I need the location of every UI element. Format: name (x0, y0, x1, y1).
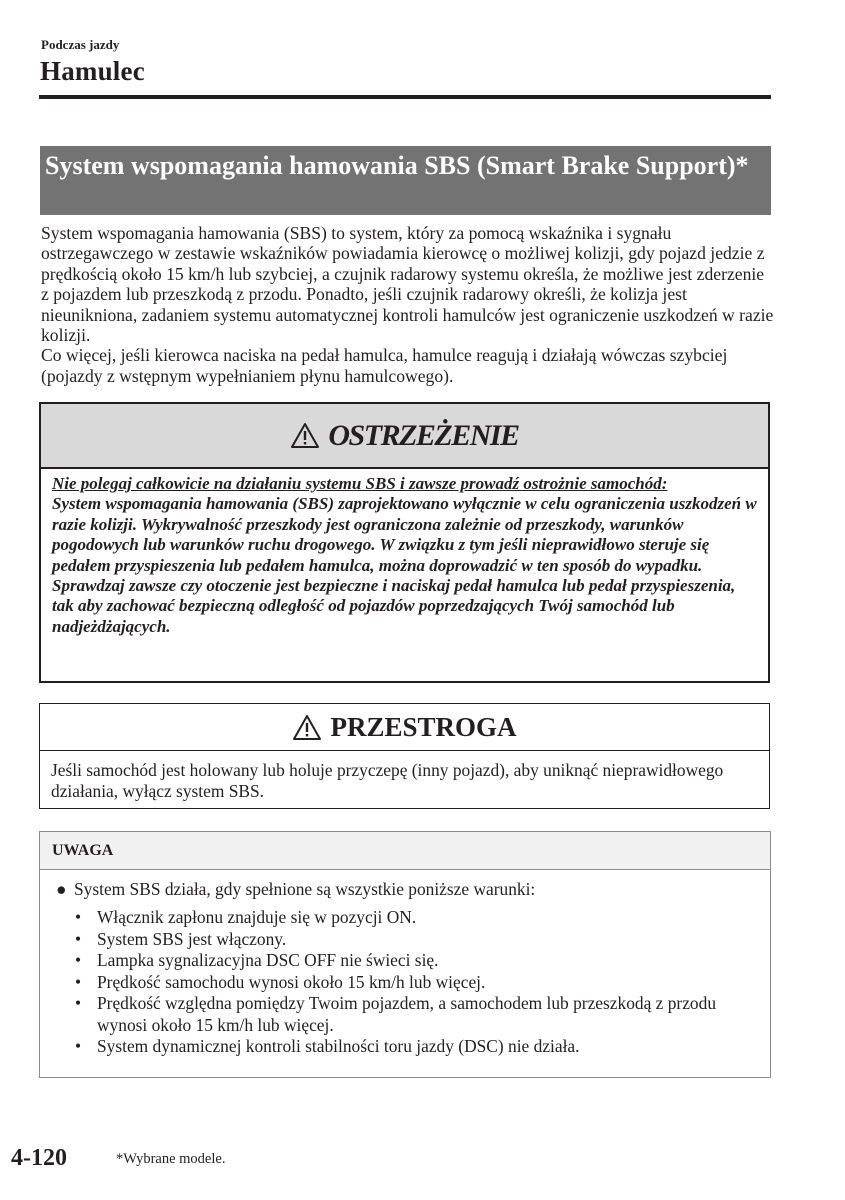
warning-triangle-icon (292, 714, 322, 741)
caution-text: Jeśli samochód jest holowany lub holuje przyczepę (inny pojazd), aby uniknąć nieprawidłowego działania, wyłącz system SBS. (51, 760, 724, 801)
warning-text: System wspomagania hamowania (SBS) zaprojektowano wyłącznie w celu ograniczenia uszkodzeń w razie kolizji. Wykrywalność przeszkody jest ograniczona zależnie od przeszkody, warunków pogodowych lub warunków ruchu drogowego. W związku z tym jeśli nieprawidłowo steruje się pedałem przyspieszenia lub pedałem hamulca, można doprowadzić w ten sposób do wypadku. Sprawdzaj zawsze czy otoczenie jest bezpieczne i naciskaj pedał hamulca lub pedał przyspieszenia, tak aby zachować bezpieczną odległość od pojazdów poprzedzających Twój samochód lub nadjeżdżających. (52, 494, 757, 636)
note-title: UWAGA (40, 832, 770, 870)
footnote: *Wybrane modele. (116, 1151, 226, 1167)
condition-text: System SBS jest włączony. (97, 928, 287, 949)
list-item (40, 972, 770, 994)
condition-text: Prędkość samochodu wynosi około 15 km/h lub więcej. (97, 971, 486, 992)
list-item (40, 907, 770, 929)
warning-box (39, 402, 770, 683)
warning-body (41, 469, 768, 637)
running-head: Podczas jazdy (41, 37, 120, 52)
intro-paragraph-2: Co więcej, jeśli kierowca naciska na pedał hamulca, hamulce reagują i działają wówczas szybciej (pojazdy z wstępnym wypełnianiem płynu hamulcowego). (41, 345, 728, 386)
section-title: System wspomagania hamowania SBS (Smart Brake Support)* (45, 151, 749, 180)
bullet-icon: • (75, 950, 82, 970)
condition-text: System dynamicznej kontroli stabilności toru jazdy (DSC) nie działa. (97, 1036, 580, 1056)
note-box (39, 831, 771, 1078)
bullet-icon: • (75, 1036, 82, 1056)
caution-header (40, 704, 769, 751)
bullet-icon: • (75, 971, 82, 992)
section-title-bar (40, 146, 771, 215)
condition-text: Włącznik zapłonu znajduje się w pozycji ON. (97, 907, 417, 927)
list-item (40, 950, 770, 972)
bullet-icon: • (75, 928, 82, 949)
intro-paragraph-1: System wspomagania hamowania (SBS) to system, który za pomocą wskaźnika i sygnału ostrzegawczego w zestawie wskaźników powiadamia kierowcę o możliwej kolizji, gdy pojazd jedzie z prędkością około 15 km/h lub szybciej, a czujnik radarowy systemu określa, że możliwe jest zderzenie z pojazdem lub przeszkodą z przodu. Ponadto, jeśli czujnik radarowy określi, że kolizja jest nieunikniona, zadaniem systemu automatycznej kontroli hamulców jest ograniczenie uszkodzeń w razie kolizji. (41, 223, 774, 346)
bullet-icon: ● (56, 879, 67, 899)
warning-title: OSTRZEŻENIE (328, 418, 519, 452)
warning-header (41, 404, 768, 469)
caution-title: PRZESTROGA (330, 711, 517, 742)
list-item (40, 993, 770, 1036)
page-number: 4-120 (11, 1145, 67, 1171)
conditions-list (40, 907, 770, 1058)
warning-heading: Nie polegaj całkowicie na działaniu systemu SBS i zawsze prowadź ostrożnie samochód: (52, 474, 668, 493)
condition-text: Prędkość względna pomiędzy Twoim pojazdem, a samochodem lub przeszkodą z przodu wynosi około 15 km/h lub więcej. (97, 993, 717, 1035)
warning-triangle-icon (290, 422, 320, 449)
bullet-icon: • (75, 907, 82, 927)
caution-box (39, 703, 770, 809)
list-item (40, 929, 770, 951)
condition-text: Lampka sygnalizacyjna DSC OFF nie świeci się. (97, 950, 439, 970)
note-main-item (40, 879, 770, 899)
note-main-text: System SBS działa, gdy spełnione są wszystkie poniższe warunki: (74, 879, 536, 899)
list-item (40, 1036, 770, 1058)
bullet-icon: • (75, 993, 82, 1013)
intro-text (41, 223, 776, 386)
chapter-title: Hamulec (40, 56, 145, 86)
header-rule (39, 95, 771, 99)
